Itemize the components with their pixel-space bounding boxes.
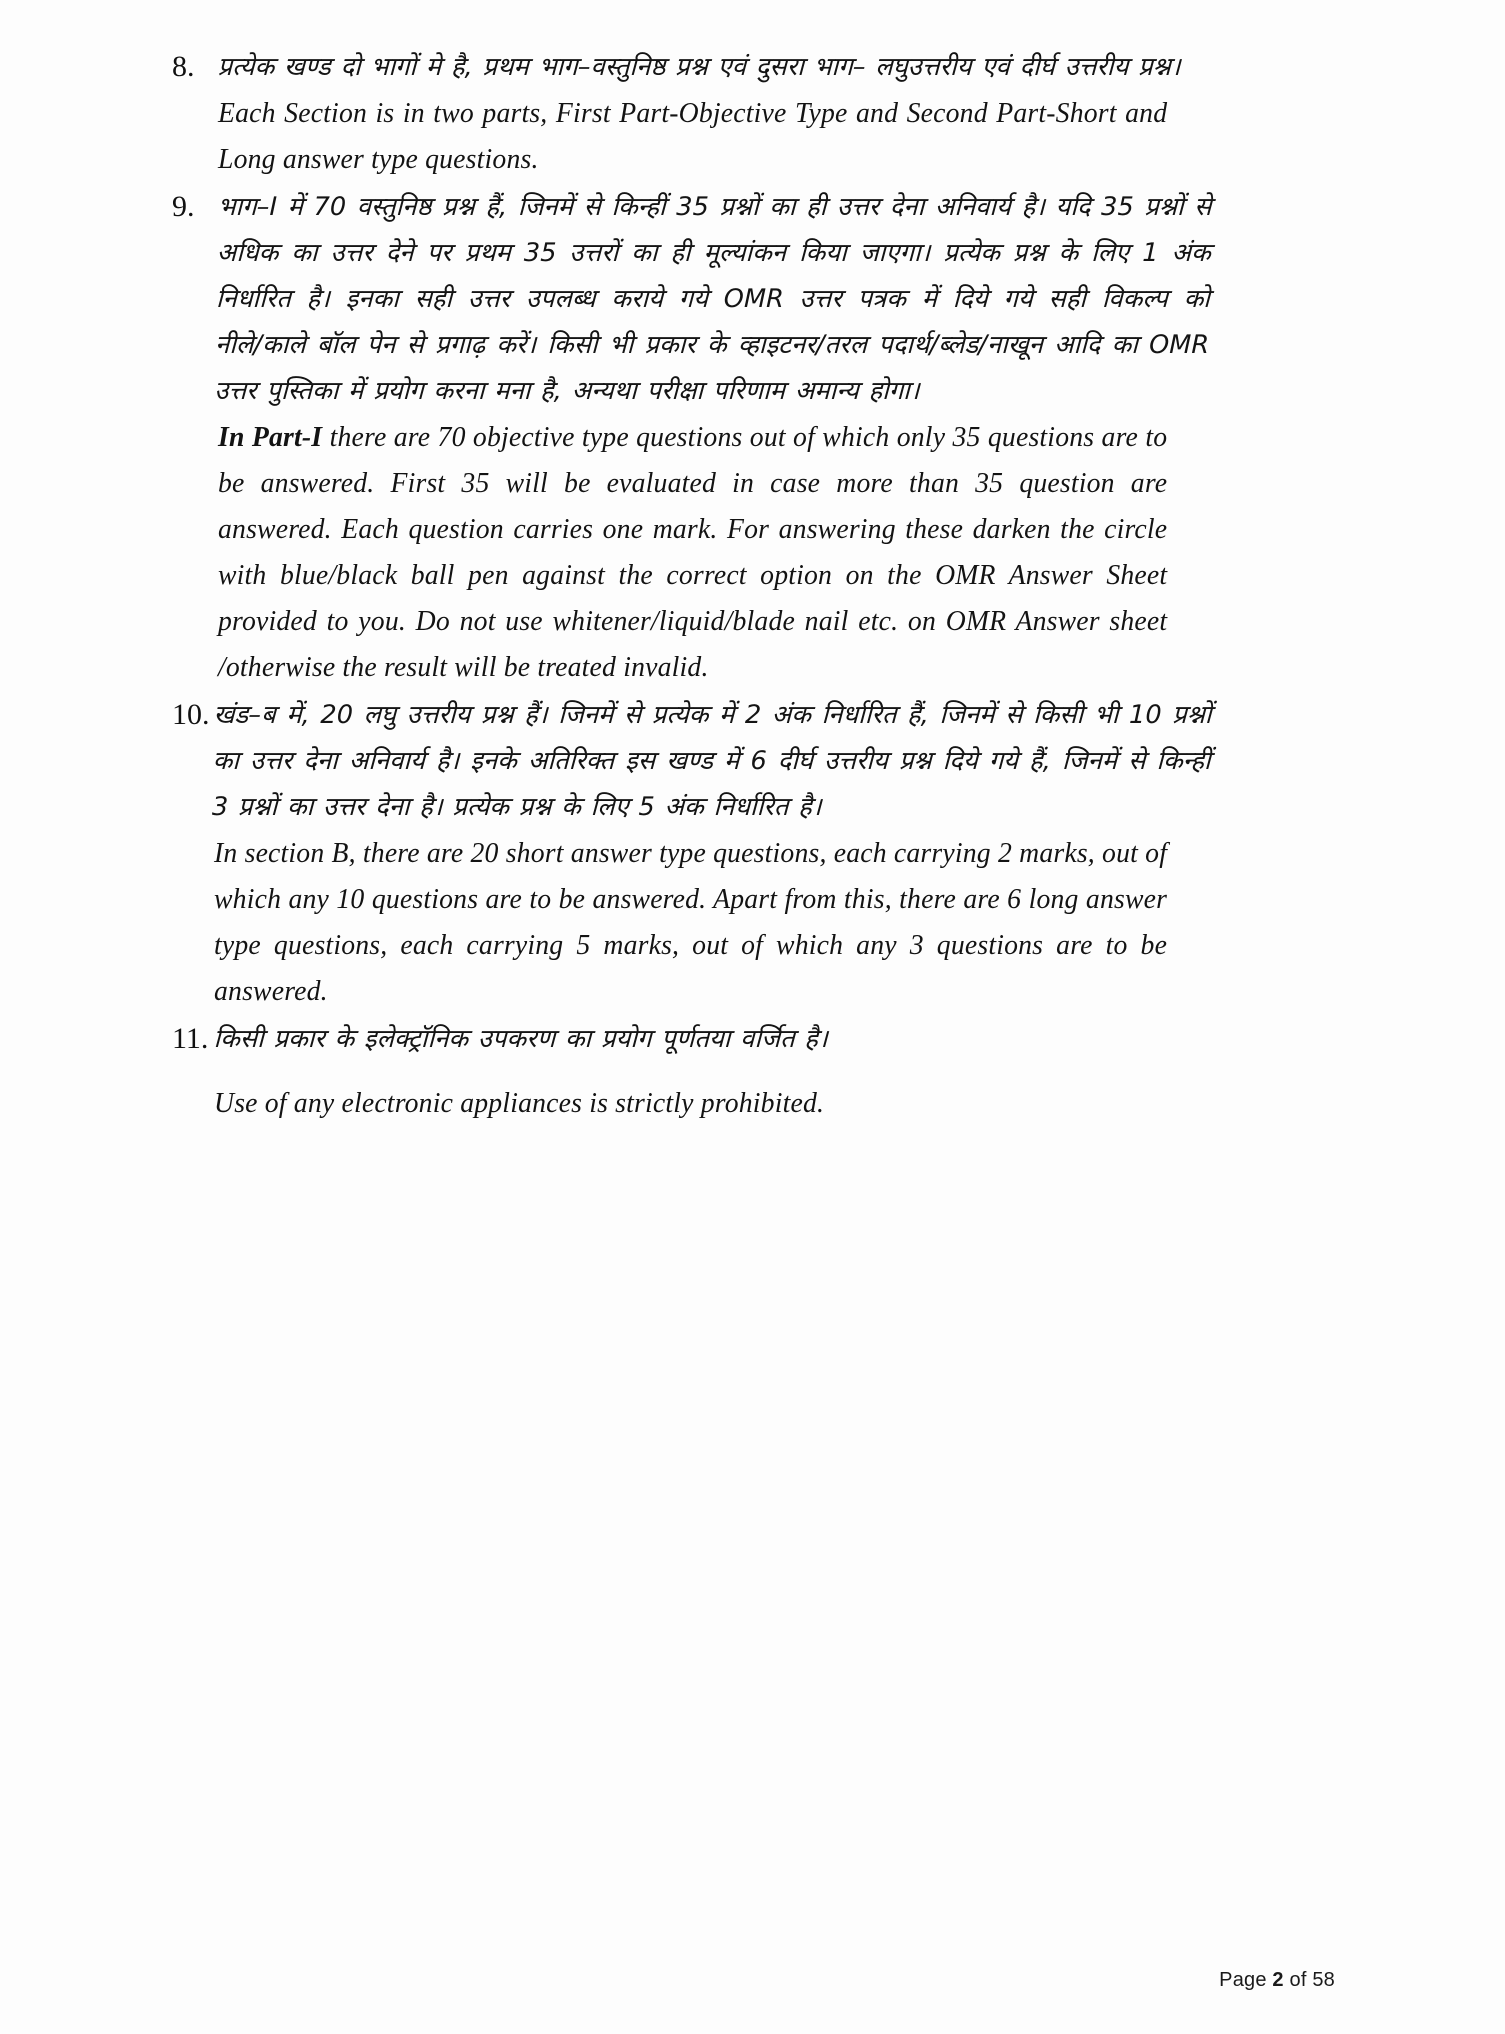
instruction-hindi-9: भाग–I में 70 वस्तुनिष्ठ प्रश्न हैं, जिनमें से किन्हीं 35 प्रश्नों का ही उत्तर देना अनिवार्य है। यदि 35 प्रश्नों से अधिक का उत्तर देने पर प्रथम 35 उत्तरों का ही मूल्यांकन किया जाएगा। प्रत्येक प्रश्न के लिए 1 अंक निर्धारित है। इनका सही उत्तर उपलब्ध कराये गये OMR उत्तर पत्रक में दिये गये सही विकल्प को नीले∕काले बॉल पेन से प्रगाढ़ करें। किसी भी प्रकार के व्हाइटनर∕तरल पदार्थ∕ब्लेड∕नाखून आदि का OMR उत्तर पुस्तिका में प्रयोग करना मना है, अन्यथा परीक्षा परिणाम अमान्य होगा। [214,192,1212,406]
page-footer [1219,1969,1335,1992]
instruction-english-9-lead: In Part-I [218,421,323,453]
instructions-list [172,44,1212,1128]
instruction-english-8: Each Section is in two parts, First Part-Objective Type and Second Part-Short and Long answer type questions. [218,97,1168,175]
instruction-english-10: In section B, there are 20 short answer type questions, each carrying 2 marks, out of which any 10 questions are to be answered. Apart from this, there are 6 long answer type questions, each carrying 5 marks, out of which any 3 questions are to be answered. [214,837,1168,1007]
footer-prefix: Page [1219,1969,1273,1991]
instruction-english-9-rest: there are 70 objective type questions out of which only 35 questions are to be answered. First 35 will be evaluated in case more than 35 question are answered. Each question carries one mark. For answering these darken the circle with blue/black ball pen against the correct option on the OMR Answer Sheet provided to you. Do not use whitener/liquid/blade nail etc. on OMR Answer sheet /otherwise the result will be treated invalid. [218,421,1168,683]
instruction-hindi-8: प्रत्येक खण्ड दो भागों मे है, प्रथम भाग–वस्तुनिष्ठ प्रश्न एवं दुसरा भाग– लघुउत्तरीय एवं दीर्घ उत्तरीय प्रश्न। [217,52,1181,82]
list-item-body [211,692,1212,1014]
footer-suffix: of 58 [1283,1969,1335,1991]
list-item-number: 10. [172,698,210,731]
list-item-number: 8. [172,50,195,83]
list-item [172,692,1212,1014]
list-item-number: 9. [172,190,195,223]
footer-page-number: 2 [1272,1969,1284,1991]
instruction-english-11: Use of any electronic appliances is strictly prohibited. [214,1087,825,1119]
instruction-hindi-11: किसी प्रकार के इलेक्ट्रॉनिक उपकरण का प्रयोग पूर्णतया वर्जित है। [213,1024,829,1054]
list-item-body [214,1016,1212,1126]
list-item-body [218,44,1212,182]
list-item [172,1016,1212,1126]
list-item-number: 11. [172,1022,209,1055]
list-item [172,44,1212,182]
instruction-hindi-10: खंड–ब में, 20 लघु उत्तरीय प्रश्न हैं। जिनमें से प्रत्येक में 2 अंक निर्धारित हैं, जिनमें से किसी भी 10 प्रश्नों का उत्तर देना अनिवार्य है। इनके अतिरिक्त इस खण्ड में 6 दीर्घ उत्तरीय प्रश्न दिये गये हैं, जिनमें से किन्हीं 3 प्रश्नों का उत्तर देना है। प्रत्येक प्रश्न के लिए 5 अंक निर्धारित है। [211,700,1212,822]
instruction-english-9 [218,414,1167,690]
list-item [172,184,1212,690]
list-item-body [214,184,1212,690]
spacer [214,1062,1212,1080]
